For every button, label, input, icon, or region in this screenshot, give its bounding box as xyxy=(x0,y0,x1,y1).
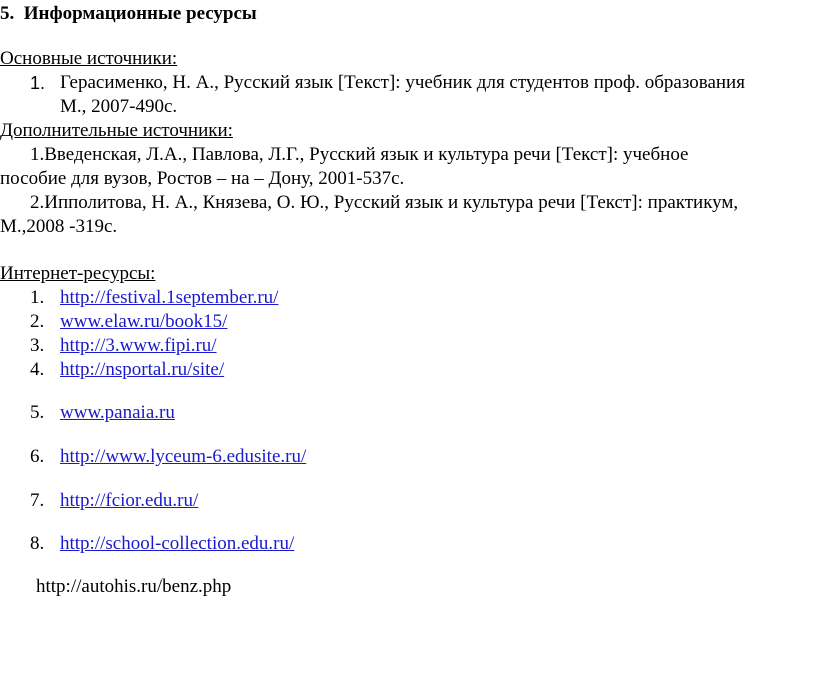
link-item xyxy=(30,446,430,468)
link-item xyxy=(30,311,430,333)
resource-link[interactable]: http://nsportal.ru/site/ xyxy=(60,359,225,380)
list-number: 2. xyxy=(30,311,45,332)
link-item xyxy=(30,490,430,512)
link-item xyxy=(30,287,430,309)
list-number: 4. xyxy=(30,359,45,380)
section-number: 5. xyxy=(0,3,15,24)
main-source-text-line1: Герасименко, Н. А., Русский язык [Текст]: учебник для студентов проф. образования xyxy=(60,72,745,93)
additional-source-2-line2: М.,2008 -319с. xyxy=(0,216,118,237)
link-item xyxy=(30,402,430,424)
link-item xyxy=(30,335,430,357)
additional-sources-label: Дополнительные источники: xyxy=(0,120,233,141)
list-number: 5. xyxy=(30,402,45,423)
main-sources-label: Основные источники: xyxy=(0,48,178,69)
resource-link[interactable]: http://3.www.fipi.ru/ xyxy=(60,335,217,356)
list-number: 3. xyxy=(30,335,45,356)
section-heading xyxy=(0,3,257,25)
list-number: 1. xyxy=(30,287,45,308)
section-title: Информационные ресурсы xyxy=(23,3,257,24)
resource-link[interactable]: http://fcior.edu.ru/ xyxy=(60,490,199,511)
list-number: 1. xyxy=(30,73,46,93)
resource-link[interactable]: www.elaw.ru/book15/ xyxy=(60,311,228,332)
additional-source-1-line2: пособие для вузов, Ростов – на – Дону, 2001-537с. xyxy=(0,168,405,189)
list-number: 8. xyxy=(30,533,45,554)
main-source-item xyxy=(30,72,810,94)
resource-link[interactable]: www.panaia.ru xyxy=(60,402,175,423)
main-source-text-line2: М., 2007-490с. xyxy=(60,96,178,117)
link-item xyxy=(30,359,430,381)
list-number: 7. xyxy=(30,490,45,511)
plain-url: http://autohis.ru/benz.php xyxy=(36,576,232,597)
internet-resources-label: Интернет-ресурсы: xyxy=(0,263,156,284)
list-number: 6. xyxy=(30,446,45,467)
resource-link[interactable]: http://festival.1september.ru/ xyxy=(60,287,279,308)
additional-source-1-line1: 1.Введенская, Л.А., Павлова, Л.Г., Русский язык и культура речи [Текст]: учебное xyxy=(30,144,689,165)
resource-link[interactable]: http://school-collection.edu.ru/ xyxy=(60,533,295,554)
link-item xyxy=(30,533,430,555)
resource-link[interactable]: http://www.lyceum-6.edusite.ru/ xyxy=(60,446,307,467)
additional-source-2-line1: 2.Ипполитова, Н. А., Князева, О. Ю., Русский язык и культура речи [Текст]: практикум, xyxy=(30,192,739,213)
